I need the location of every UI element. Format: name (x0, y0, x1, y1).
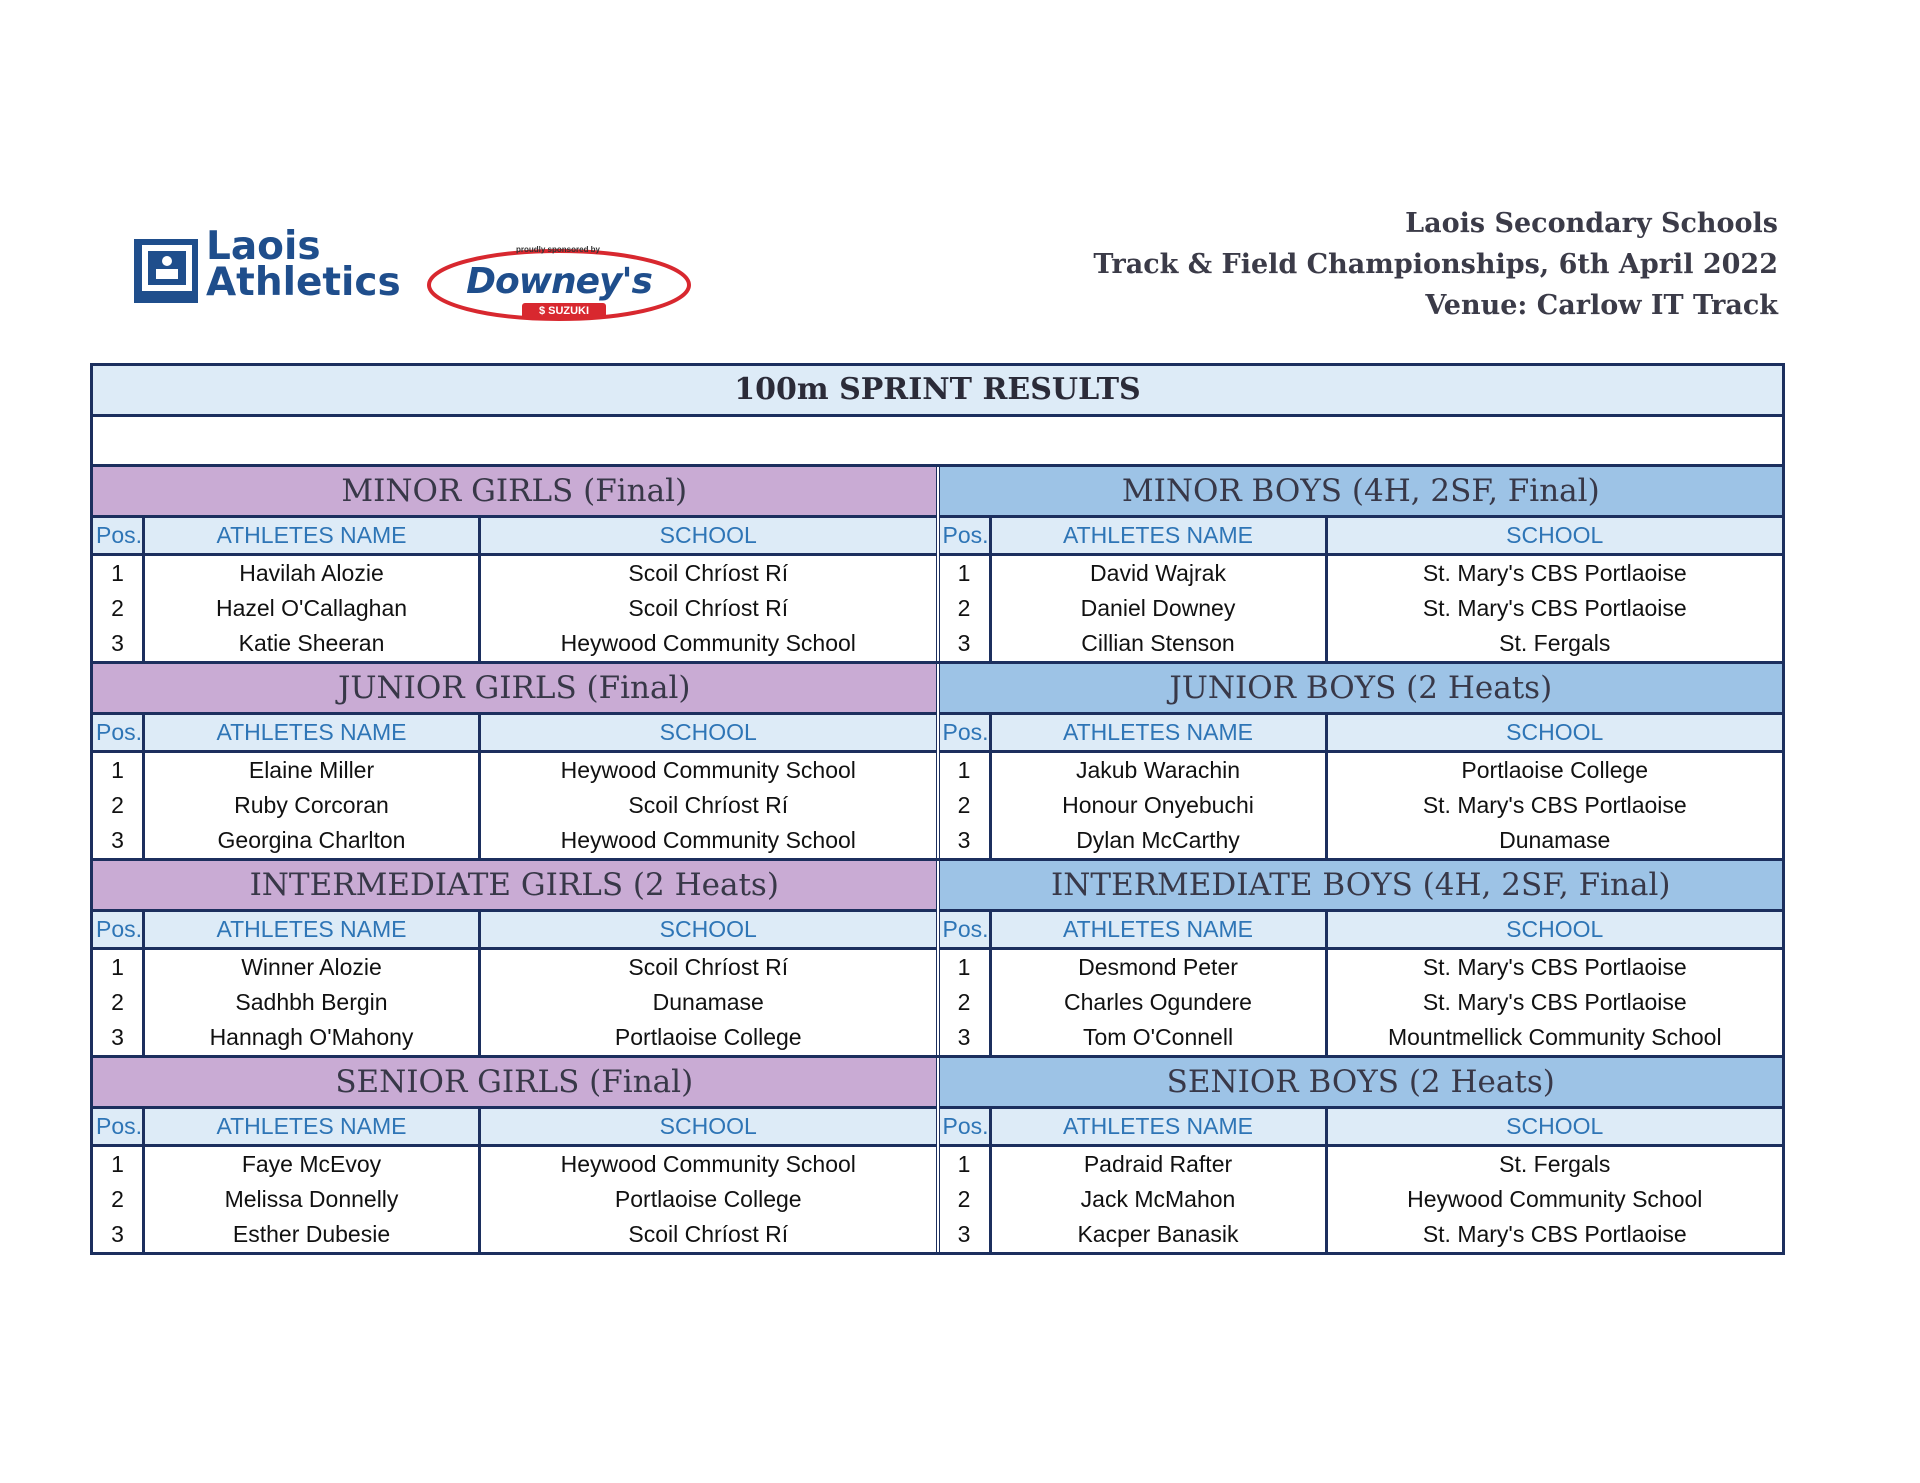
position-cell: 2 (940, 1182, 992, 1217)
logo-line2: Athletics (206, 260, 401, 305)
result-rows (93, 753, 936, 858)
category-title: INTERMEDIATE GIRLS (2 Heats) (93, 861, 936, 912)
school-cell: St. Mary's CBS Portlaoise (1422, 595, 1687, 621)
athlete-name-cell: Kacper Banasik (992, 1217, 1328, 1252)
school-cell: St. Mary's CBS Portlaoise (1422, 792, 1687, 818)
position-cell: 1 (940, 753, 992, 788)
col-school-header: SCHOOL (1506, 916, 1604, 942)
category-title: INTERMEDIATE BOYS (4H, 2SF, Final) (940, 861, 1783, 912)
school-cell: Heywood Community School (560, 757, 856, 783)
column-header-row (940, 518, 1783, 556)
category-groups (93, 467, 1782, 1252)
logo-line1: Laois (206, 224, 321, 269)
category-row-group (93, 664, 1782, 861)
col-name-header: ATHLETES NAME (145, 912, 481, 947)
athlete-name-cell: Cillian Stenson (992, 626, 1328, 661)
position-cell: 1 (940, 950, 992, 985)
school-cell: St. Mary's CBS Portlaoise (1422, 954, 1687, 980)
category-row-group (93, 1058, 1782, 1252)
school-cell: Scoil Chríost Rí (628, 792, 789, 818)
athlete-name-cell: Elaine Miller (145, 753, 481, 788)
category-row-group (93, 467, 1782, 664)
column-header-row (93, 912, 936, 950)
result-rows (940, 556, 1783, 661)
col-name-header: ATHLETES NAME (992, 715, 1328, 750)
category-title: JUNIOR GIRLS (Final) (93, 664, 936, 715)
table-row (940, 950, 1783, 985)
table-row (940, 556, 1783, 591)
col-pos-header: Pos. (940, 1109, 992, 1144)
school-cell: St. Mary's CBS Portlaoise (1422, 1221, 1687, 1247)
event-venue: Venue: Carlow IT Track (1425, 290, 1778, 321)
laois-athletics-logo-icon (132, 237, 200, 305)
category-title: JUNIOR BOYS (2 Heats) (940, 664, 1783, 715)
column-header-row (93, 715, 936, 753)
col-pos-header: Pos. (93, 518, 145, 553)
event-title-date: Track & Field Championships, 6th April 2022 (1093, 249, 1778, 280)
table-row (93, 591, 936, 626)
boys-category-block (940, 861, 1783, 1055)
position-cell: 1 (93, 1147, 145, 1182)
table-row (93, 626, 936, 661)
column-header-row (940, 912, 1783, 950)
table-row (93, 753, 936, 788)
event-organizer: Laois Secondary Schools (1405, 208, 1778, 239)
result-rows (93, 556, 936, 661)
blank-row (93, 417, 1782, 467)
position-cell: 2 (93, 985, 145, 1020)
column-header-row (940, 715, 1783, 753)
table-row (93, 823, 936, 858)
col-name-header: ATHLETES NAME (992, 912, 1328, 947)
position-cell: 3 (93, 626, 145, 661)
table-row (93, 985, 936, 1020)
col-pos-header: Pos. (93, 912, 145, 947)
athlete-name-cell: Honour Onyebuchi (992, 788, 1328, 823)
table-row (93, 788, 936, 823)
boys-category-block (940, 1058, 1783, 1252)
table-row (93, 1217, 936, 1252)
athlete-name-cell: Esther Dubesie (145, 1217, 481, 1252)
result-rows (940, 753, 1783, 858)
col-pos-header: Pos. (93, 1109, 145, 1144)
col-school-header: SCHOOL (659, 916, 757, 942)
sponsor-brand: $ SUZUKI (522, 303, 606, 319)
column-header-row (93, 518, 936, 556)
column-header-row (93, 1109, 936, 1147)
position-cell: 2 (940, 788, 992, 823)
table-row (940, 1217, 1783, 1252)
position-cell: 2 (940, 591, 992, 626)
col-pos-header: Pos. (940, 518, 992, 553)
result-rows (93, 950, 936, 1055)
col-pos-header: Pos. (940, 715, 992, 750)
athlete-name-cell: Winner Alozie (145, 950, 481, 985)
column-header-row (940, 1109, 1783, 1147)
table-row (93, 1147, 936, 1182)
col-name-header: ATHLETES NAME (992, 518, 1328, 553)
category-row-group (93, 861, 1782, 1058)
table-row (940, 788, 1783, 823)
position-cell: 2 (93, 1182, 145, 1217)
athlete-name-cell: Hannagh O'Mahony (145, 1020, 481, 1055)
col-pos-header: Pos. (940, 912, 992, 947)
girls-category-block (93, 861, 940, 1055)
col-school-header: SCHOOL (1506, 1113, 1604, 1139)
athlete-name-cell: Ruby Corcoran (145, 788, 481, 823)
position-cell: 1 (940, 1147, 992, 1182)
col-school-header: SCHOOL (659, 1113, 757, 1139)
school-cell: Scoil Chríost Rí (628, 595, 789, 621)
table-row (93, 1020, 936, 1055)
table-row (93, 556, 936, 591)
boys-category-block (940, 467, 1783, 661)
col-name-header: ATHLETES NAME (992, 1109, 1328, 1144)
position-cell: 1 (93, 950, 145, 985)
school-cell: Heywood Community School (560, 827, 856, 853)
athlete-name-cell: Jack McMahon (992, 1182, 1328, 1217)
school-cell: Portlaoise College (614, 1024, 802, 1050)
position-cell: 3 (93, 823, 145, 858)
athlete-name-cell: Katie Sheeran (145, 626, 481, 661)
athlete-name-cell: Sadhbh Bergin (145, 985, 481, 1020)
table-row (940, 985, 1783, 1020)
logo-area (132, 225, 692, 325)
table-row (940, 823, 1783, 858)
position-cell: 3 (93, 1020, 145, 1055)
table-title: 100m SPRINT RESULTS (93, 366, 1782, 417)
position-cell: 3 (940, 1217, 992, 1252)
event-info (1093, 203, 1778, 326)
school-cell: St. Mary's CBS Portlaoise (1422, 989, 1687, 1015)
result-rows (940, 950, 1783, 1055)
girls-category-block (93, 1058, 940, 1252)
sponsor-tagline: proudly sponsored by (516, 245, 601, 254)
girls-category-block (93, 467, 940, 661)
result-rows (93, 1147, 936, 1252)
position-cell: 2 (93, 591, 145, 626)
athlete-name-cell: Havilah Alozie (145, 556, 481, 591)
table-row (940, 626, 1783, 661)
table-row (940, 1147, 1783, 1182)
school-cell: Heywood Community School (560, 1151, 856, 1177)
position-cell: 1 (93, 753, 145, 788)
athlete-name-cell: Desmond Peter (992, 950, 1328, 985)
results-table (90, 363, 1785, 1255)
athlete-name-cell: Daniel Downey (992, 591, 1328, 626)
school-cell: Portlaoise College (614, 1186, 802, 1212)
position-cell: 3 (93, 1217, 145, 1252)
table-row (940, 1020, 1783, 1055)
position-cell: 1 (93, 556, 145, 591)
girls-category-block (93, 664, 940, 858)
col-pos-header: Pos. (93, 715, 145, 750)
category-title: SENIOR BOYS (2 Heats) (940, 1058, 1783, 1109)
athlete-name-cell: Padraid Rafter (992, 1147, 1328, 1182)
school-cell: Scoil Chríost Rí (628, 1221, 789, 1247)
athlete-name-cell: Georgina Charlton (145, 823, 481, 858)
col-school-header: SCHOOL (1506, 522, 1604, 548)
school-cell: Portlaoise College (1461, 757, 1649, 783)
school-cell: St. Mary's CBS Portlaoise (1422, 560, 1687, 586)
col-school-header: SCHOOL (1506, 719, 1604, 745)
laois-athletics-wordmark (206, 224, 401, 305)
sponsor-logo (424, 235, 694, 325)
school-cell: St. Fergals (1499, 630, 1611, 656)
athlete-name-cell: Dylan McCarthy (992, 823, 1328, 858)
school-cell: Scoil Chríost Rí (628, 954, 789, 980)
sponsor-name: Downey's (466, 261, 652, 302)
table-row (93, 950, 936, 985)
col-school-header: SCHOOL (659, 719, 757, 745)
category-title: MINOR BOYS (4H, 2SF, Final) (940, 467, 1783, 518)
athlete-name-cell: Faye McEvoy (145, 1147, 481, 1182)
athlete-name-cell: Tom O'Connell (992, 1020, 1328, 1055)
athlete-name-cell: Melissa Donnelly (145, 1182, 481, 1217)
position-cell: 2 (93, 788, 145, 823)
position-cell: 3 (940, 823, 992, 858)
school-cell: St. Fergals (1499, 1151, 1611, 1177)
school-cell: Mountmellick Community School (1387, 1024, 1722, 1050)
athlete-name-cell: Hazel O'Callaghan (145, 591, 481, 626)
col-name-header: ATHLETES NAME (145, 715, 481, 750)
table-row (940, 591, 1783, 626)
position-cell: 2 (940, 985, 992, 1020)
col-name-header: ATHLETES NAME (145, 1109, 481, 1144)
position-cell: 3 (940, 1020, 992, 1055)
position-cell: 1 (940, 556, 992, 591)
table-row (93, 1182, 936, 1217)
school-cell: Heywood Community School (560, 630, 856, 656)
position-cell: 3 (940, 626, 992, 661)
athlete-name-cell: Jakub Warachin (992, 753, 1328, 788)
school-cell: Scoil Chríost Rí (628, 560, 789, 586)
col-name-header: ATHLETES NAME (145, 518, 481, 553)
school-cell: Dunamase (1499, 827, 1611, 853)
result-rows (940, 1147, 1783, 1252)
school-cell: Heywood Community School (1407, 1186, 1703, 1212)
boys-category-block (940, 664, 1783, 858)
category-title: SENIOR GIRLS (Final) (93, 1058, 936, 1109)
athlete-name-cell: David Wajrak (992, 556, 1328, 591)
col-school-header: SCHOOL (659, 522, 757, 548)
category-title: MINOR GIRLS (Final) (93, 467, 936, 518)
table-row (940, 753, 1783, 788)
athlete-name-cell: Charles Ogundere (992, 985, 1328, 1020)
school-cell: Dunamase (652, 989, 764, 1015)
table-row (940, 1182, 1783, 1217)
